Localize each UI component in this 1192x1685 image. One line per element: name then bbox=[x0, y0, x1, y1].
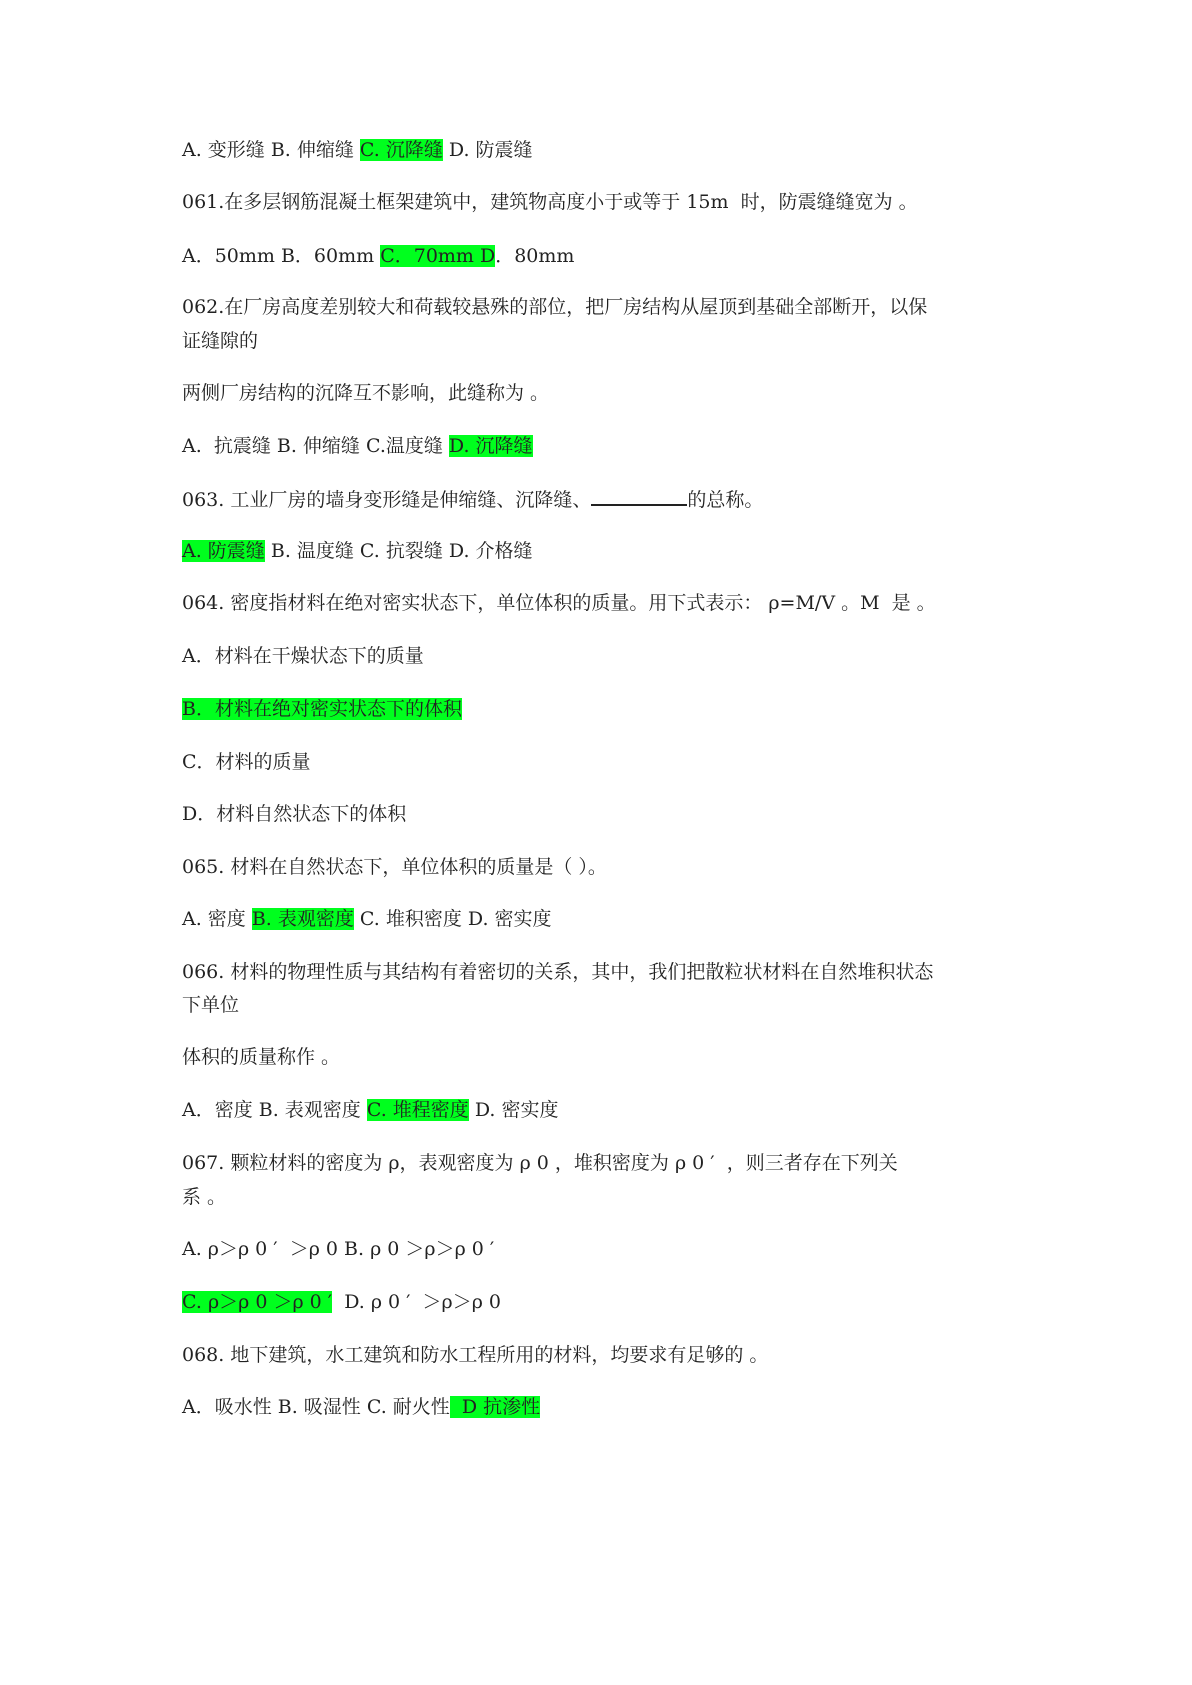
line-text: D. 密实度 bbox=[468, 1099, 559, 1121]
line-text: A. ρ＞ρ 0 ′ ＞ρ 0 B. ρ 0 ＞ρ＞ρ 0 ′ bbox=[182, 1238, 495, 1260]
line-text: 068. 地下建筑，水工建筑和防水工程所用的材料，均要求有足够的 。 bbox=[182, 1344, 769, 1366]
question-065-line bbox=[182, 905, 552, 933]
question-061-line bbox=[182, 188, 918, 216]
line-text: 061.在多层钢筋混凝土框架建筑中，建筑物高度小于或等于 15m 时，防震缝缝宽为 。 bbox=[182, 191, 918, 213]
highlighted-answer: C. ρ＞ρ 0 ＞ρ 0 ′ bbox=[182, 1291, 333, 1313]
question-063-line bbox=[182, 484, 763, 514]
line-text: A．材料在干燥状态下的质量 bbox=[182, 645, 424, 667]
question-068-line bbox=[182, 1341, 768, 1369]
highlighted-answer: C．70mm D bbox=[380, 245, 496, 267]
line-text: A. 密度 bbox=[182, 908, 252, 930]
line-text: 066. 材料的物理性质与其结构有着密切的关系，其中，我们把散粒状材料在自然堆积状态 bbox=[182, 961, 934, 983]
question-067-line bbox=[182, 1288, 501, 1316]
line-text: 下单位 bbox=[182, 994, 240, 1016]
question-066-line bbox=[182, 991, 239, 1019]
line-text: 064. 密度指材料在绝对密实状态下，单位体积的质量。用下式表示： ρ=M/V 。M 是 。 bbox=[182, 592, 936, 614]
question-064-line bbox=[182, 800, 406, 828]
question-066-line bbox=[182, 1096, 558, 1124]
line-text: C．材料的质量 bbox=[182, 751, 311, 773]
line-text: A. 抗震缝 B. 伸缩缝 C.温度缝 bbox=[182, 435, 449, 457]
highlighted-answer: B．材料在绝对密实状态下的体积 bbox=[182, 698, 462, 720]
highlighted-answer: D. 沉降缝 bbox=[448, 435, 533, 457]
question-062-line bbox=[182, 379, 549, 407]
question-062-line bbox=[182, 327, 258, 355]
line-text: D．材料自然状态下的体积 bbox=[182, 803, 407, 825]
question-066-line bbox=[182, 1043, 340, 1071]
line-text: D. 防震缝 bbox=[442, 139, 533, 161]
question-061-line bbox=[182, 242, 574, 270]
question-064-line bbox=[182, 642, 424, 670]
line-text: 系 。 bbox=[182, 1186, 227, 1208]
question-063-line bbox=[182, 537, 533, 565]
question-064-line bbox=[182, 589, 936, 617]
line-text: 两侧厂房结构的沉降互不影响，此缝称为 。 bbox=[182, 382, 550, 404]
line-text: 体积的质量称作 。 bbox=[182, 1046, 341, 1068]
line-text: 证缝隙的 bbox=[182, 330, 259, 352]
question-064-line bbox=[182, 748, 311, 776]
line-text: A．吸水性 B. 吸湿性 C. 耐火性 bbox=[182, 1396, 450, 1418]
line-text: A．密度 B. 表观密度 bbox=[182, 1099, 367, 1121]
question-062-line bbox=[182, 432, 533, 460]
highlighted-answer: C. 沉降缝 bbox=[359, 139, 443, 161]
question-065-line bbox=[182, 853, 607, 881]
line-text: C. 堆积密度 D. 密实度 bbox=[353, 908, 552, 930]
question-066-line bbox=[182, 958, 933, 986]
answer-line bbox=[182, 136, 533, 164]
line-text: A. 变形缝 B. 伸缩缝 bbox=[182, 139, 360, 161]
highlighted-answer: B. 表观密度 bbox=[251, 908, 354, 930]
line-text: ．80mm bbox=[495, 245, 575, 267]
highlighted-answer: D 抗渗性 bbox=[449, 1396, 541, 1418]
highlighted-answer: C. 堆程密度 bbox=[366, 1099, 469, 1121]
line-text: 062.在厂房高度差别较大和荷载较悬殊的部位，把厂房结构从屋顶到基础全部断开，以保 bbox=[182, 296, 928, 318]
question-067-line bbox=[182, 1149, 898, 1177]
question-067-line bbox=[182, 1235, 494, 1263]
line-text: D. ρ 0 ′ ＞ρ＞ρ 0 bbox=[332, 1291, 502, 1313]
line-text: 的总称。 bbox=[687, 489, 764, 511]
line-text: A．50mm B．60mm bbox=[182, 245, 381, 267]
question-064-line bbox=[182, 695, 462, 723]
line-text: 065. 材料在自然状态下，单位体积的质量是（ ）。 bbox=[182, 856, 607, 878]
question-062-line bbox=[182, 293, 927, 321]
highlighted-answer: A. 防震缝 bbox=[182, 540, 265, 562]
question-068-line bbox=[182, 1393, 540, 1421]
question-067-line bbox=[182, 1183, 226, 1211]
line-text: 067. 颗粒材料的密度为 ρ，表观密度为 ρ 0 ，堆积密度为 ρ 0 ′ ，则三者存在下列关 bbox=[182, 1152, 898, 1174]
line-text: 063. 工业厂房的墙身变形缝是伸缩缝、沉降缝、 bbox=[182, 489, 592, 511]
line-text: B. 温度缝 C. 抗裂缝 D. 介格缝 bbox=[264, 540, 533, 562]
fill-in-blank bbox=[591, 484, 687, 506]
